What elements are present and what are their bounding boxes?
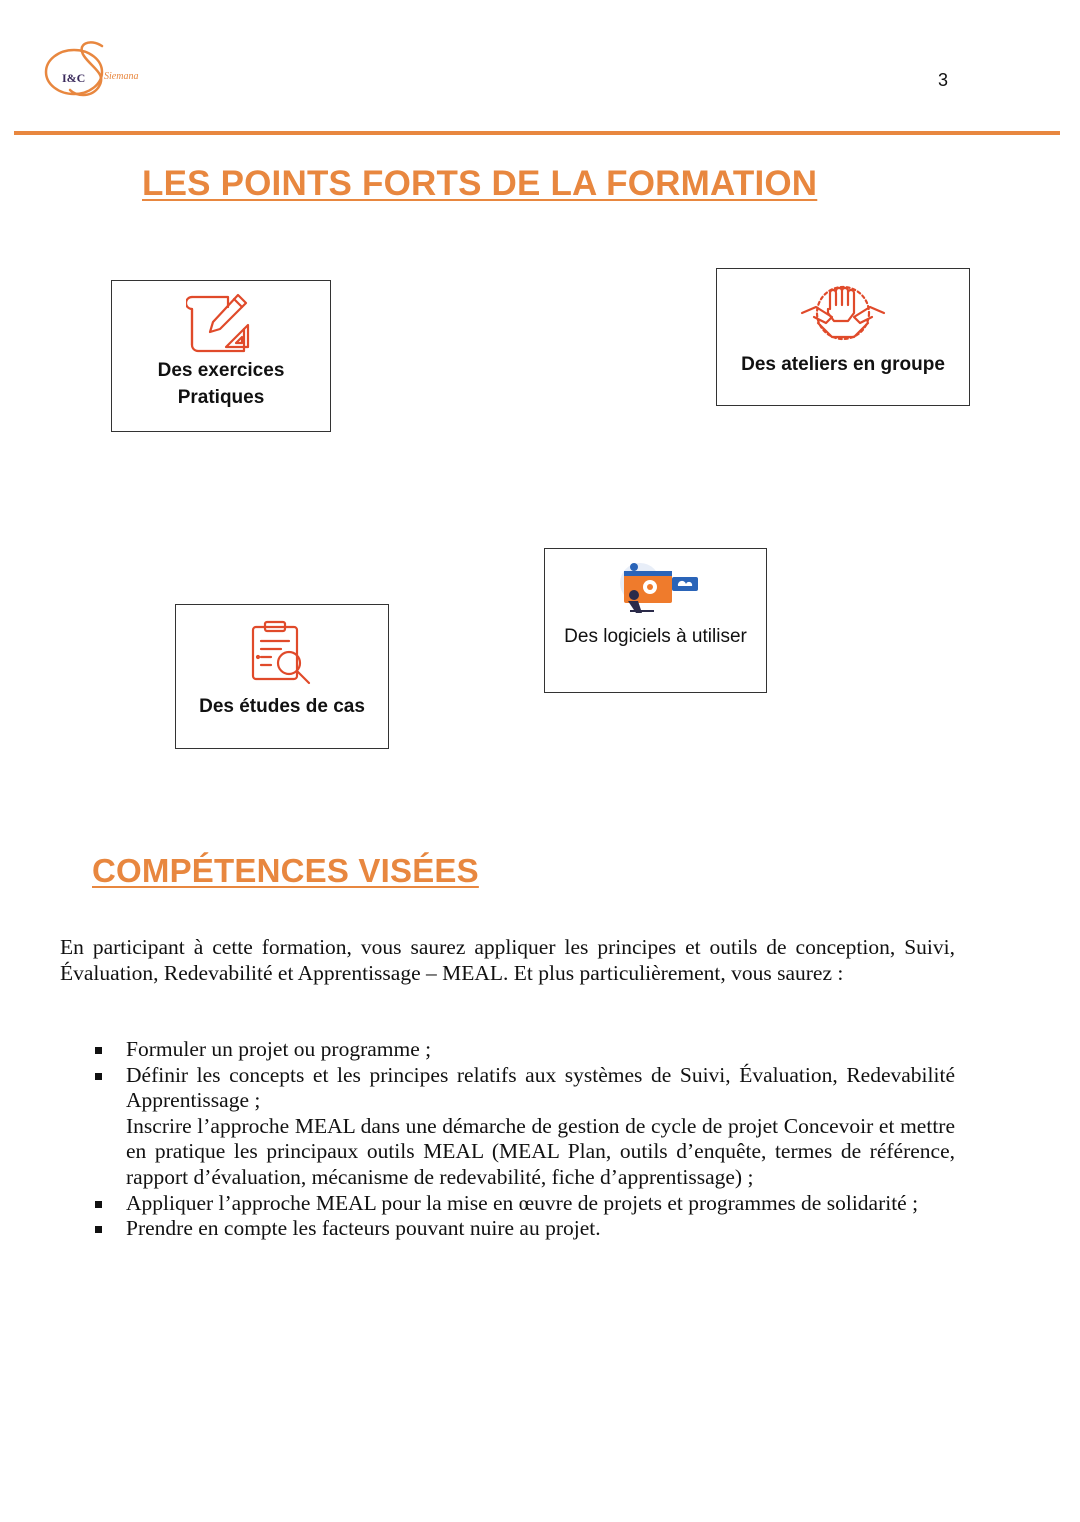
bullet-square-icon xyxy=(95,1073,102,1080)
card-label-line1: Des exercices xyxy=(157,360,285,381)
card-label-line2: Pratiques xyxy=(177,387,265,408)
card-label: Des ateliers en groupe xyxy=(741,354,945,375)
company-logo xyxy=(40,36,150,102)
intro-paragraph: En participant à cette formation, vous saurez appliquer les principes et outils de conception, Suivi, Évaluation, Redevabilité et Apprentissage – MEAL. Et plus particulièrement, vous saurez : xyxy=(60,935,955,985)
list-item xyxy=(126,1114,955,1191)
software-screen-icon xyxy=(610,561,702,617)
card-label: Des études de cas xyxy=(199,696,365,717)
page-number: 3 xyxy=(938,70,949,90)
hands-teamwork-icon xyxy=(798,283,888,345)
list-item-text: Prendre en compte les facteurs pouvant nuire au projet. xyxy=(126,1216,601,1241)
list-item-text: Inscrire l’approche MEAL dans une démarche de gestion de cycle de projet Concevoir et mettre en pratique les principaux outils MEAL (MEAL Plan, outils d’enquête, termes de référence, rapport d’évaluation, mécanisme de redevabilité, fiche d’apprentissage) ; xyxy=(126,1113,955,1189)
bullet-square-icon xyxy=(95,1226,102,1233)
card-logiciels xyxy=(544,548,767,693)
clipboard-search-icon xyxy=(247,619,317,685)
list-item xyxy=(126,1063,955,1114)
logo-wordmark: Siemana xyxy=(104,71,139,82)
list-item-text: Définir les concepts et les principes relatifs aux systèmes de Suivi, Évaluation, Redevabilité Apprentissage ; xyxy=(126,1062,955,1113)
logo-initials: I&C xyxy=(62,71,86,85)
bullet-square-icon xyxy=(95,1201,102,1208)
section-title-competences: COMPÉTENCES VISÉES xyxy=(92,852,479,889)
list-item-text: Formuler un projet ou programme ; xyxy=(126,1037,432,1061)
card-label: Des logiciels à utiliser xyxy=(564,626,747,647)
card-exercices-pratiques xyxy=(111,280,331,432)
section-title-points-forts: LES POINTS FORTS DE LA FORMATION xyxy=(142,164,818,203)
list-item xyxy=(126,1037,955,1063)
competences-list xyxy=(126,1037,955,1242)
header-divider xyxy=(14,131,1060,135)
list-item xyxy=(126,1216,955,1242)
list-item-text: Appliquer l’approche MEAL pour la mise en œuvre de projets et programmes de solidarité ; xyxy=(126,1190,919,1215)
list-item xyxy=(126,1191,955,1217)
card-etudes-de-cas xyxy=(175,604,389,749)
drafting-pencil-icon xyxy=(186,289,256,357)
bullet-square-icon xyxy=(95,1047,102,1054)
card-ateliers-groupe xyxy=(716,268,970,406)
